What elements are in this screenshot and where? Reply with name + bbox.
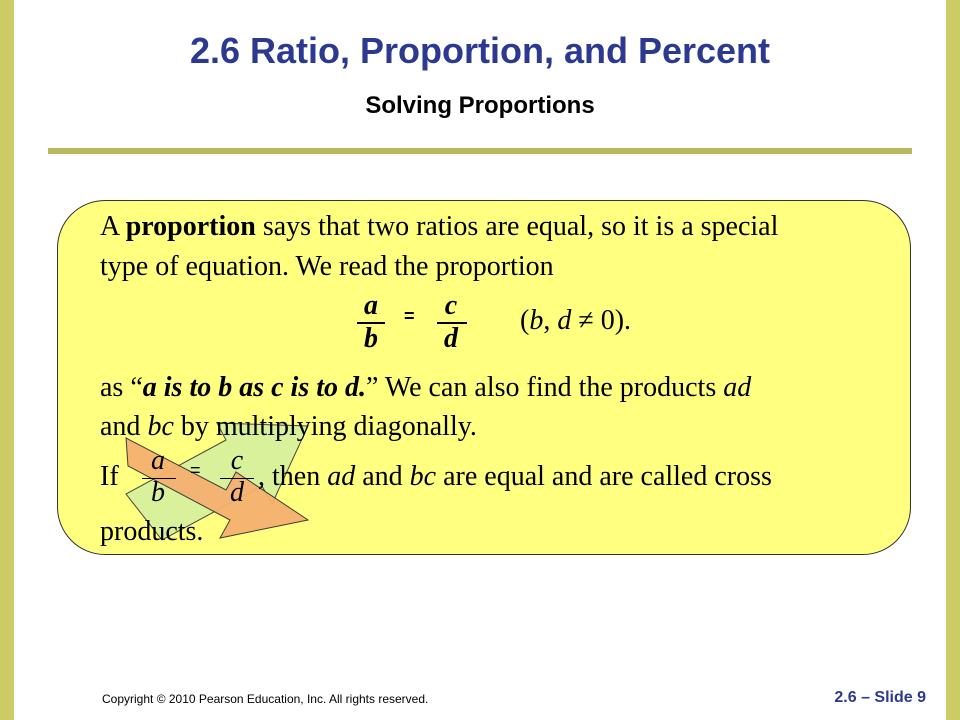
cross-denominator-b: b <box>151 477 165 508</box>
text-line-5: , then ad and bc are equal and are called cross <box>258 461 772 492</box>
fraction-numerator-a: a <box>364 290 378 321</box>
slide-number: 2.6 – Slide 9 <box>834 689 926 706</box>
text-line-1: A proportion says that two ratios are equal, so it is a special <box>100 211 779 242</box>
fraction-numerator-c: c <box>444 290 458 321</box>
text-line-3: as “a is to b as c is to d.” We can also find the products ad <box>100 372 752 403</box>
cross-equals-sign: = <box>190 460 201 480</box>
equals-sign: = <box>404 306 415 326</box>
text-line-4: and bc by multiplying diagonally. <box>100 411 477 442</box>
cross-numerator-a: a <box>151 445 165 476</box>
copyright-notice: Copyright © 2010 Pearson Education, Inc. All rights reserved. <box>102 692 429 706</box>
cross-numerator-c: c <box>230 445 244 476</box>
fraction-denominator-b: b <box>364 323 378 354</box>
slide-subtitle: Solving Proportions <box>365 92 595 119</box>
nonzero-condition: (b, d ≠ 0). <box>520 305 632 336</box>
text-line-2: type of equation. We read the proportion <box>100 251 554 282</box>
slide-title: 2.6 Ratio, Proportion, and Percent <box>189 30 771 71</box>
cross-denominator-d: d <box>230 477 244 508</box>
text-line-5-if: If <box>100 461 119 492</box>
text-line-6: products. <box>100 516 204 547</box>
fraction-denominator-d: d <box>444 323 458 354</box>
